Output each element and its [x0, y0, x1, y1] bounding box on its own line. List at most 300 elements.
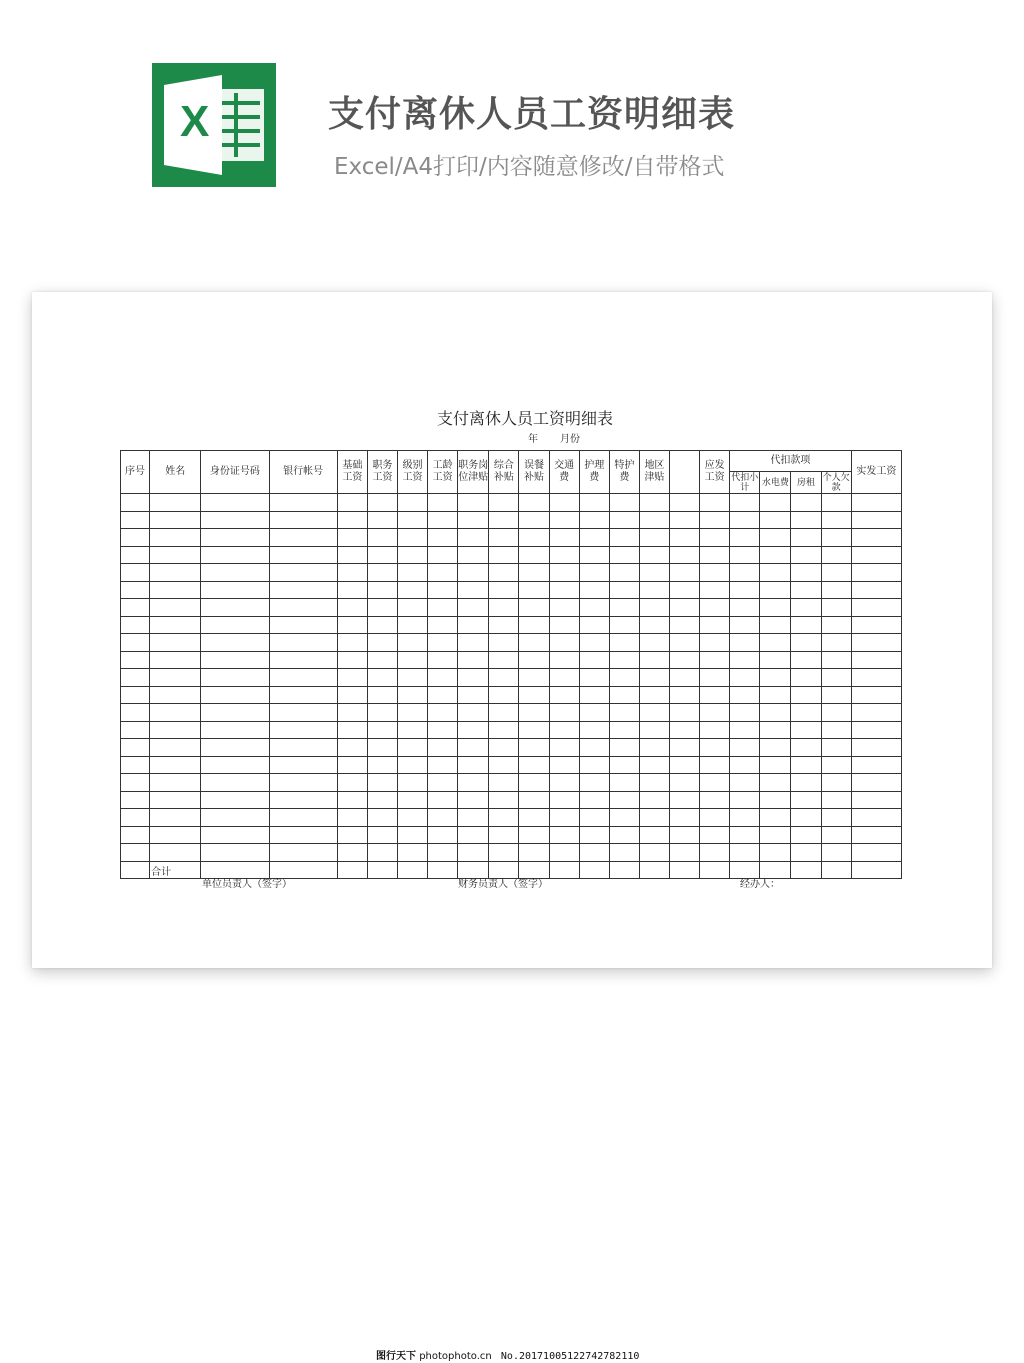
table-cell[interactable] [269, 494, 337, 512]
table-cell[interactable] [269, 791, 337, 809]
table-cell[interactable] [609, 529, 639, 547]
table-cell[interactable] [579, 651, 609, 669]
table-cell[interactable] [489, 791, 519, 809]
table-cell[interactable] [670, 844, 700, 862]
table-cell[interactable] [821, 511, 851, 529]
table-cell[interactable] [458, 774, 489, 792]
table-cell[interactable] [121, 721, 150, 739]
table-cell[interactable] [851, 529, 901, 547]
table-cell[interactable] [519, 634, 549, 652]
table-cell[interactable] [609, 634, 639, 652]
table-cell[interactable] [791, 511, 821, 529]
table-cell[interactable] [367, 511, 397, 529]
table-cell[interactable] [791, 826, 821, 844]
table-cell[interactable] [337, 564, 367, 582]
table-cell[interactable] [489, 686, 519, 704]
table-cell[interactable] [851, 826, 901, 844]
table-cell[interactable] [201, 616, 269, 634]
table-cell[interactable] [269, 529, 337, 547]
table-cell[interactable] [367, 826, 397, 844]
table-cell[interactable] [821, 774, 851, 792]
table-cell[interactable] [579, 686, 609, 704]
table-cell[interactable] [398, 774, 428, 792]
table-cell[interactable] [609, 826, 639, 844]
table-cell[interactable] [458, 511, 489, 529]
table-cell[interactable] [639, 809, 669, 827]
table-cell[interactable] [700, 756, 730, 774]
table-cell[interactable] [458, 529, 489, 547]
table-cell[interactable] [639, 791, 669, 809]
table-cell[interactable] [367, 791, 397, 809]
table-cell[interactable] [700, 651, 730, 669]
table-cell[interactable] [150, 616, 201, 634]
table-cell[interactable] [730, 756, 760, 774]
table-cell[interactable] [609, 564, 639, 582]
table-cell[interactable] [489, 844, 519, 862]
table-cell[interactable] [458, 581, 489, 599]
table-cell[interactable] [670, 529, 700, 547]
table-cell[interactable] [201, 809, 269, 827]
table-cell[interactable] [150, 651, 201, 669]
table-cell[interactable] [670, 774, 700, 792]
table-cell[interactable] [489, 529, 519, 547]
table-cell[interactable] [428, 739, 458, 757]
table-cell[interactable] [201, 774, 269, 792]
table-cell[interactable] [821, 756, 851, 774]
table-cell[interactable] [670, 564, 700, 582]
table-cell[interactable] [639, 826, 669, 844]
table-cell[interactable] [700, 546, 730, 564]
table-cell[interactable] [201, 651, 269, 669]
table-cell[interactable] [150, 686, 201, 704]
table-cell[interactable] [398, 739, 428, 757]
table-cell[interactable] [851, 686, 901, 704]
table-cell[interactable] [150, 826, 201, 844]
table-cell[interactable] [549, 704, 579, 722]
table-cell[interactable] [821, 826, 851, 844]
table-cell[interactable] [700, 581, 730, 599]
table-cell[interactable] [760, 529, 791, 547]
table-cell[interactable] [821, 546, 851, 564]
table-cell[interactable] [398, 721, 428, 739]
table-cell[interactable] [791, 581, 821, 599]
table-cell[interactable] [519, 721, 549, 739]
table-cell[interactable] [150, 529, 201, 547]
table-cell[interactable] [398, 686, 428, 704]
table-cell[interactable] [760, 546, 791, 564]
table-cell[interactable] [821, 739, 851, 757]
table-cell[interactable] [150, 564, 201, 582]
table-cell[interactable] [519, 844, 549, 862]
table-cell[interactable] [609, 651, 639, 669]
table-cell[interactable] [269, 511, 337, 529]
table-cell[interactable] [458, 739, 489, 757]
table-cell[interactable] [700, 686, 730, 704]
table-cell[interactable] [398, 809, 428, 827]
table-cell[interactable] [579, 634, 609, 652]
table-cell[interactable] [428, 599, 458, 617]
table-cell[interactable] [367, 756, 397, 774]
table-cell[interactable] [121, 634, 150, 652]
table-cell[interactable] [579, 546, 609, 564]
table-cell[interactable] [428, 791, 458, 809]
table-cell[interactable] [821, 616, 851, 634]
table-cell[interactable] [519, 774, 549, 792]
table-cell[interactable] [609, 686, 639, 704]
table-cell[interactable] [851, 704, 901, 722]
table-cell[interactable] [458, 791, 489, 809]
table-cell[interactable] [489, 616, 519, 634]
table-cell[interactable] [337, 826, 367, 844]
table-cell[interactable] [670, 599, 700, 617]
table-cell[interactable] [579, 599, 609, 617]
table-cell[interactable] [851, 774, 901, 792]
table-cell[interactable] [549, 721, 579, 739]
table-cell[interactable] [519, 739, 549, 757]
table-cell[interactable] [579, 791, 609, 809]
table-cell[interactable] [150, 581, 201, 599]
table-cell[interactable] [730, 616, 760, 634]
table-cell[interactable] [519, 809, 549, 827]
table-cell[interactable] [367, 616, 397, 634]
table-cell[interactable] [367, 844, 397, 862]
table-cell[interactable] [639, 669, 669, 687]
table-cell[interactable] [549, 651, 579, 669]
table-cell[interactable] [121, 704, 150, 722]
table-cell[interactable] [458, 616, 489, 634]
table-cell[interactable] [489, 756, 519, 774]
table-cell[interactable] [791, 844, 821, 862]
table-cell[interactable] [367, 669, 397, 687]
table-cell[interactable] [700, 634, 730, 652]
table-cell[interactable] [121, 809, 150, 827]
table-cell[interactable] [609, 774, 639, 792]
table-cell[interactable] [700, 616, 730, 634]
table-cell[interactable] [458, 564, 489, 582]
table-cell[interactable] [670, 791, 700, 809]
table-cell[interactable] [579, 511, 609, 529]
table-cell[interactable] [398, 669, 428, 687]
table-cell[interactable] [201, 721, 269, 739]
table-cell[interactable] [121, 756, 150, 774]
table-cell[interactable] [730, 529, 760, 547]
table-cell[interactable] [121, 774, 150, 792]
table-cell[interactable] [121, 529, 150, 547]
table-cell[interactable] [489, 494, 519, 512]
table-cell[interactable] [700, 844, 730, 862]
table-cell[interactable] [121, 511, 150, 529]
table-cell[interactable] [201, 739, 269, 757]
table-cell[interactable] [791, 616, 821, 634]
table-cell[interactable] [269, 546, 337, 564]
table-cell[interactable] [639, 599, 669, 617]
table-cell[interactable] [519, 756, 549, 774]
table-cell[interactable] [821, 564, 851, 582]
table-cell[interactable] [639, 739, 669, 757]
table-cell[interactable] [579, 616, 609, 634]
table-cell[interactable] [579, 581, 609, 599]
table-cell[interactable] [269, 616, 337, 634]
table-cell[interactable] [201, 634, 269, 652]
table-cell[interactable] [791, 669, 821, 687]
table-cell[interactable] [519, 581, 549, 599]
table-cell[interactable] [519, 529, 549, 547]
table-cell[interactable] [639, 511, 669, 529]
table-cell[interactable] [367, 721, 397, 739]
table-cell[interactable] [851, 511, 901, 529]
table-cell[interactable] [760, 581, 791, 599]
table-cell[interactable] [458, 669, 489, 687]
table-cell[interactable] [519, 791, 549, 809]
table-cell[interactable] [670, 546, 700, 564]
table-cell[interactable] [519, 616, 549, 634]
table-cell[interactable] [730, 774, 760, 792]
table-cell[interactable] [700, 791, 730, 809]
table-cell[interactable] [398, 546, 428, 564]
table-cell[interactable] [851, 564, 901, 582]
table-cell[interactable] [609, 669, 639, 687]
table-cell[interactable] [201, 686, 269, 704]
table-cell[interactable] [458, 686, 489, 704]
table-cell[interactable] [337, 704, 367, 722]
table-cell[interactable] [549, 686, 579, 704]
table-cell[interactable] [398, 634, 428, 652]
table-cell[interactable] [670, 581, 700, 599]
table-cell[interactable] [201, 581, 269, 599]
table-cell[interactable] [760, 756, 791, 774]
table-cell[interactable] [730, 826, 760, 844]
table-cell[interactable] [760, 564, 791, 582]
table-cell[interactable] [851, 546, 901, 564]
table-cell[interactable] [398, 599, 428, 617]
table-cell[interactable] [609, 704, 639, 722]
table-cell[interactable] [519, 651, 549, 669]
table-cell[interactable] [367, 686, 397, 704]
table-cell[interactable] [700, 494, 730, 512]
table-cell[interactable] [428, 564, 458, 582]
table-cell[interactable] [851, 616, 901, 634]
table-cell[interactable] [821, 529, 851, 547]
table-cell[interactable] [821, 599, 851, 617]
table-cell[interactable] [760, 634, 791, 652]
table-cell[interactable] [398, 704, 428, 722]
table-cell[interactable] [398, 616, 428, 634]
table-cell[interactable] [851, 791, 901, 809]
table-cell[interactable] [269, 826, 337, 844]
table-cell[interactable] [821, 651, 851, 669]
table-cell[interactable] [851, 494, 901, 512]
table-cell[interactable] [670, 634, 700, 652]
table-cell[interactable] [549, 564, 579, 582]
table-cell[interactable] [700, 669, 730, 687]
table-cell[interactable] [549, 826, 579, 844]
table-cell[interactable] [821, 809, 851, 827]
table-cell[interactable] [428, 826, 458, 844]
table-cell[interactable] [367, 739, 397, 757]
table-cell[interactable] [609, 756, 639, 774]
table-cell[interactable] [458, 721, 489, 739]
table-cell[interactable] [398, 844, 428, 862]
table-cell[interactable] [791, 494, 821, 512]
table-cell[interactable] [519, 564, 549, 582]
table-cell[interactable] [269, 599, 337, 617]
table-cell[interactable] [398, 581, 428, 599]
table-cell[interactable] [760, 511, 791, 529]
table-cell[interactable] [519, 704, 549, 722]
table-cell[interactable] [700, 721, 730, 739]
table-cell[interactable] [639, 581, 669, 599]
table-cell[interactable] [609, 494, 639, 512]
table-cell[interactable] [269, 581, 337, 599]
table-cell[interactable] [121, 599, 150, 617]
table-cell[interactable] [337, 634, 367, 652]
table-cell[interactable] [398, 529, 428, 547]
table-cell[interactable] [337, 774, 367, 792]
table-cell[interactable] [428, 581, 458, 599]
table-cell[interactable] [201, 756, 269, 774]
table-cell[interactable] [639, 564, 669, 582]
table-cell[interactable] [760, 774, 791, 792]
table-cell[interactable] [609, 581, 639, 599]
table-cell[interactable] [851, 756, 901, 774]
table-cell[interactable] [269, 739, 337, 757]
table-cell[interactable] [458, 826, 489, 844]
table-cell[interactable] [821, 704, 851, 722]
table-cell[interactable] [760, 826, 791, 844]
table-cell[interactable] [670, 721, 700, 739]
table-cell[interactable] [579, 844, 609, 862]
table-cell[interactable] [579, 669, 609, 687]
table-cell[interactable] [150, 844, 201, 862]
table-cell[interactable] [458, 809, 489, 827]
table-cell[interactable] [201, 704, 269, 722]
table-cell[interactable] [150, 704, 201, 722]
table-cell[interactable] [579, 529, 609, 547]
table-cell[interactable] [760, 669, 791, 687]
table-cell[interactable] [150, 791, 201, 809]
table-cell[interactable] [791, 634, 821, 652]
table-cell[interactable] [730, 844, 760, 862]
table-cell[interactable] [337, 511, 367, 529]
table-cell[interactable] [428, 704, 458, 722]
table-cell[interactable] [367, 704, 397, 722]
table-cell[interactable] [337, 494, 367, 512]
table-cell[interactable] [700, 564, 730, 582]
table-cell[interactable] [121, 616, 150, 634]
table-cell[interactable] [730, 634, 760, 652]
table-cell[interactable] [121, 686, 150, 704]
table-cell[interactable] [670, 494, 700, 512]
table-cell[interactable] [700, 704, 730, 722]
table-cell[interactable] [150, 546, 201, 564]
table-cell[interactable] [489, 581, 519, 599]
table-cell[interactable] [121, 826, 150, 844]
table-cell[interactable] [791, 791, 821, 809]
table-cell[interactable] [150, 721, 201, 739]
table-cell[interactable] [730, 511, 760, 529]
table-cell[interactable] [760, 616, 791, 634]
table-cell[interactable] [549, 739, 579, 757]
table-cell[interactable] [730, 739, 760, 757]
table-cell[interactable] [398, 826, 428, 844]
table-cell[interactable] [821, 494, 851, 512]
table-cell[interactable] [150, 511, 201, 529]
table-cell[interactable] [269, 774, 337, 792]
table-cell[interactable] [609, 599, 639, 617]
table-cell[interactable] [670, 651, 700, 669]
table-cell[interactable] [428, 546, 458, 564]
table-cell[interactable] [579, 774, 609, 792]
table-cell[interactable] [201, 494, 269, 512]
table-cell[interactable] [519, 669, 549, 687]
table-cell[interactable] [700, 739, 730, 757]
table-cell[interactable] [428, 721, 458, 739]
table-cell[interactable] [519, 686, 549, 704]
table-cell[interactable] [337, 739, 367, 757]
table-cell[interactable] [458, 494, 489, 512]
table-cell[interactable] [428, 686, 458, 704]
table-cell[interactable] [337, 809, 367, 827]
table-cell[interactable] [337, 669, 367, 687]
table-cell[interactable] [851, 651, 901, 669]
table-cell[interactable] [489, 774, 519, 792]
table-cell[interactable] [489, 651, 519, 669]
table-cell[interactable] [791, 721, 821, 739]
table-cell[interactable] [519, 494, 549, 512]
table-cell[interactable] [821, 686, 851, 704]
table-cell[interactable] [367, 651, 397, 669]
table-cell[interactable] [121, 546, 150, 564]
table-cell[interactable] [201, 529, 269, 547]
table-cell[interactable] [549, 529, 579, 547]
table-cell[interactable] [367, 599, 397, 617]
table-cell[interactable] [428, 669, 458, 687]
table-cell[interactable] [579, 826, 609, 844]
table-cell[interactable] [760, 791, 791, 809]
table-cell[interactable] [851, 581, 901, 599]
table-cell[interactable] [337, 546, 367, 564]
table-cell[interactable] [670, 686, 700, 704]
table-cell[interactable] [269, 721, 337, 739]
table-cell[interactable] [458, 704, 489, 722]
table-cell[interactable] [269, 809, 337, 827]
table-cell[interactable] [367, 546, 397, 564]
table-cell[interactable] [150, 634, 201, 652]
table-cell[interactable] [730, 651, 760, 669]
table-cell[interactable] [821, 791, 851, 809]
table-cell[interactable] [337, 651, 367, 669]
table-cell[interactable] [639, 774, 669, 792]
table-cell[interactable] [791, 809, 821, 827]
table-cell[interactable] [458, 651, 489, 669]
table-cell[interactable] [428, 844, 458, 862]
table-cell[interactable] [609, 721, 639, 739]
table-cell[interactable] [489, 704, 519, 722]
table-cell[interactable] [337, 529, 367, 547]
table-cell[interactable] [730, 704, 760, 722]
table-cell[interactable] [579, 809, 609, 827]
table-cell[interactable] [670, 669, 700, 687]
table-cell[interactable] [700, 599, 730, 617]
table-cell[interactable] [519, 511, 549, 529]
table-cell[interactable] [549, 616, 579, 634]
table-cell[interactable] [398, 494, 428, 512]
table-cell[interactable] [670, 756, 700, 774]
table-cell[interactable] [428, 809, 458, 827]
table-cell[interactable] [201, 546, 269, 564]
table-cell[interactable] [760, 844, 791, 862]
table-cell[interactable] [730, 599, 760, 617]
